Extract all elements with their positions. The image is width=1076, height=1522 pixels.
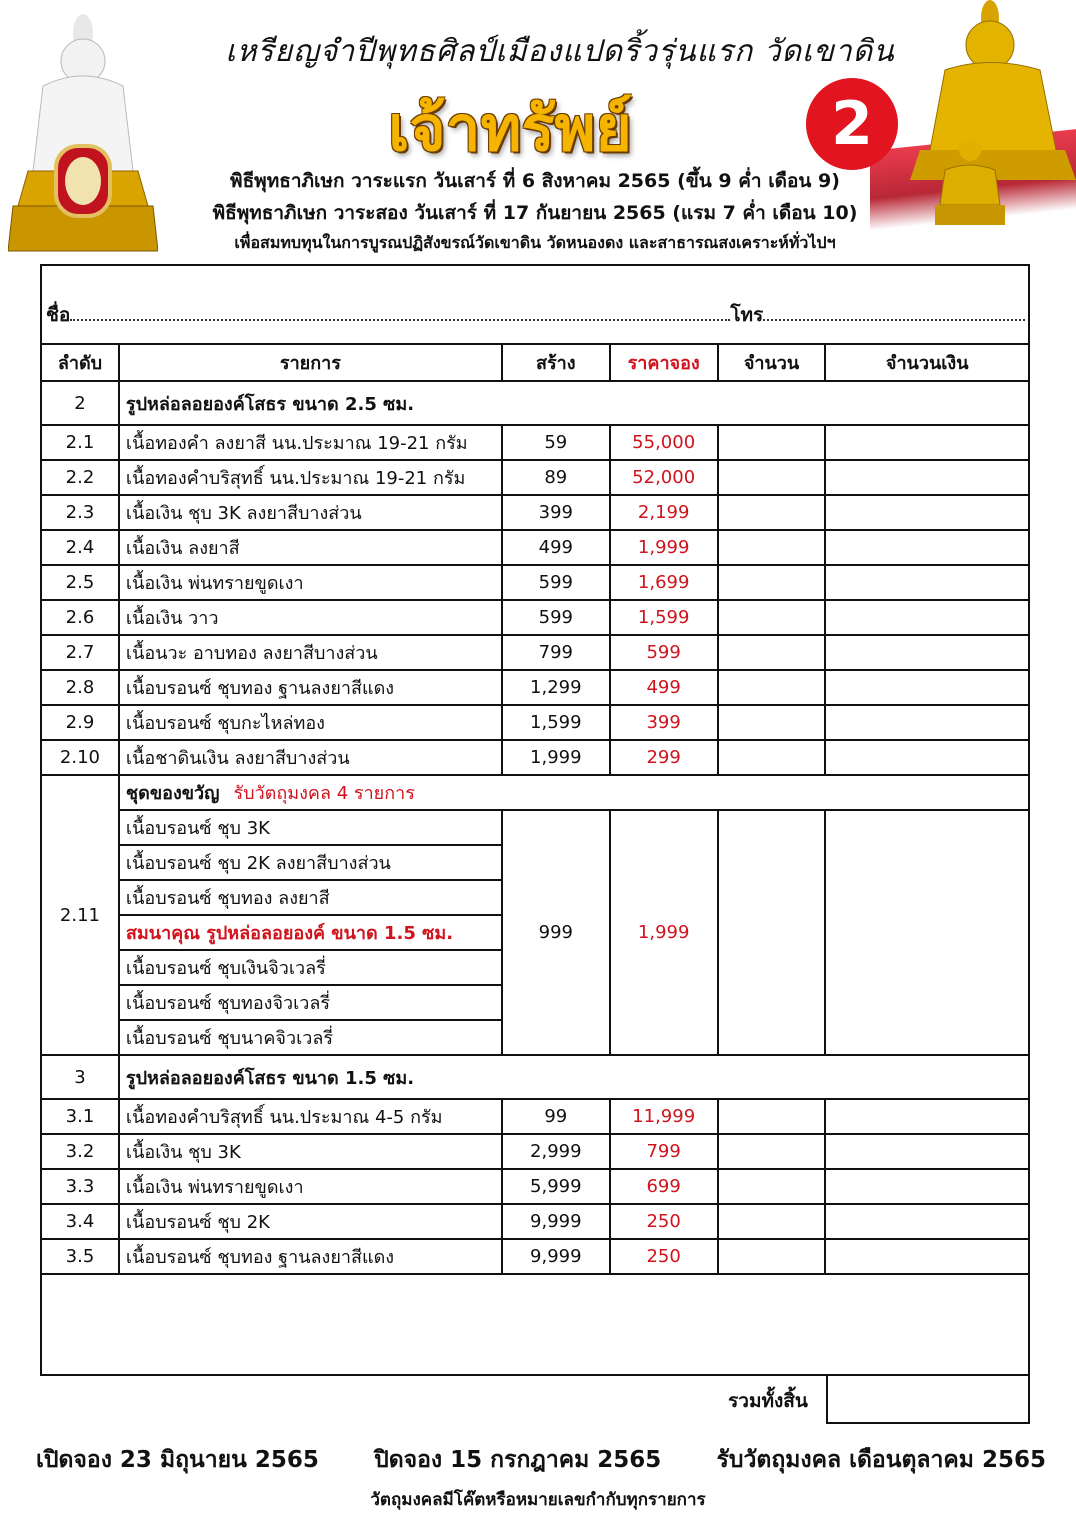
col-header-no: ลำดับ [41, 344, 119, 381]
order-table [40, 343, 1030, 1275]
row-no: 2.1 [41, 425, 119, 460]
total-amount-field[interactable] [826, 1376, 1030, 1424]
row-amount-field[interactable] [825, 1134, 1029, 1169]
row-price: 11,999 [610, 1099, 718, 1134]
row-item: เนื้อทองคำบริสุทธิ์ นน.ประมาณ 4-5 กรัม [119, 1099, 502, 1134]
table-row [41, 460, 1029, 495]
row-make: 89 [502, 460, 610, 495]
row-no: 2.8 [41, 670, 119, 705]
table-row [41, 530, 1029, 565]
row-qty-field[interactable] [718, 1134, 826, 1169]
row-item: เนื้อทองคำ ลงยาสี นน.ประมาณ 19-21 กรัม [119, 425, 502, 460]
row-price: 250 [610, 1204, 718, 1239]
row-make: 799 [502, 635, 610, 670]
row-amount-field[interactable] [825, 1099, 1029, 1134]
table-row [41, 1099, 1029, 1134]
main-title: เจ้าทรัพย์ [388, 92, 632, 165]
row-make: 399 [502, 495, 610, 530]
row-price: 2,199 [610, 495, 718, 530]
row-item: เนื้อบรอนซ์ ชุบทอง ฐานลงยาสีแดง [119, 670, 502, 705]
row-qty-field[interactable] [718, 565, 826, 600]
row-amount-field[interactable] [825, 460, 1029, 495]
set-title-note: รับวัตถุมงคล 4 รายการ [233, 783, 415, 804]
row-no: 2.9 [41, 705, 119, 740]
row-amount-field[interactable] [825, 705, 1029, 740]
row-qty-field[interactable] [718, 670, 826, 705]
name-label: ชื่อ [46, 304, 71, 326]
section-no: 2 [41, 381, 119, 425]
row-item: เนื้อนวะ อาบทอง ลงยาสีบางส่วน [119, 635, 502, 670]
set-qty-field[interactable] [718, 810, 826, 1055]
row-qty-field[interactable] [718, 530, 826, 565]
row-no: 2.2 [41, 460, 119, 495]
series-number-badge: 2 [806, 78, 898, 170]
buddha-statue-left-image [8, 6, 158, 256]
row-make: 9,999 [502, 1239, 610, 1274]
set-make: 999 [502, 810, 610, 1055]
row-no: 3.4 [41, 1204, 119, 1239]
row-item: เนื้อเงิน ชุบ 3K [119, 1134, 502, 1169]
row-qty-field[interactable] [718, 495, 826, 530]
row-amount-field[interactable] [825, 635, 1029, 670]
table-row [41, 425, 1029, 460]
row-amount-field[interactable] [825, 670, 1029, 705]
footer-note: วัตถุมงคลมีโค๊ตหรือหมายเลขกำกับทุกรายการ [370, 1490, 706, 1510]
row-item: เนื้อชาดินเงิน ลงยาสีบางส่วน [119, 740, 502, 775]
row-amount-field[interactable] [825, 530, 1029, 565]
row-amount-field[interactable] [825, 740, 1029, 775]
row-no: 2.4 [41, 530, 119, 565]
table-row [41, 1169, 1029, 1204]
row-qty-field[interactable] [718, 635, 826, 670]
table-row [41, 1239, 1029, 1274]
table-row [41, 670, 1029, 705]
row-qty-field[interactable] [718, 1169, 826, 1204]
booking-close: ปิดจอง 15 กรกฎาคม 2565 [374, 1447, 662, 1473]
row-make: 2,999 [502, 1134, 610, 1169]
row-make: 59 [502, 425, 610, 460]
section-row [41, 381, 1029, 425]
row-qty-field[interactable] [718, 1204, 826, 1239]
row-price: 599 [610, 635, 718, 670]
set-item-row [41, 810, 1029, 845]
row-make: 499 [502, 530, 610, 565]
section-no: 3 [41, 1055, 119, 1099]
ceremony-line-1: พิธีพุทธาภิเษก วาระแรก วันเสาร์ ที่ 6 สิงหาคม 2565 (ขึ้น 9 ค่ำ เดือน 9) [230, 170, 840, 192]
row-amount-field[interactable] [825, 425, 1029, 460]
col-header-qty: จำนวน [718, 344, 826, 381]
footer-dates [36, 1442, 1046, 1478]
row-no: 2.7 [41, 635, 119, 670]
row-make: 1,599 [502, 705, 610, 740]
table-row [41, 740, 1029, 775]
row-item: เนื้อบรอนซ์ ชุบกะไหล่ทอง [119, 705, 502, 740]
row-qty-field[interactable] [718, 705, 826, 740]
row-price: 399 [610, 705, 718, 740]
row-make: 599 [502, 600, 610, 635]
row-amount-field[interactable] [825, 1204, 1029, 1239]
row-item: เนื้อเงิน พ่นทรายขูดเงา [119, 1169, 502, 1204]
table-row [41, 705, 1029, 740]
row-amount-field[interactable] [825, 1239, 1029, 1274]
row-item: เนื้อบรอนซ์ ชุบ 2K [119, 1204, 502, 1239]
col-header-amount: จำนวนเงิน [825, 344, 1029, 381]
row-no: 3.2 [41, 1134, 119, 1169]
total-label: รวมทั้งสิ้น [728, 1390, 808, 1412]
row-price: 52,000 [610, 460, 718, 495]
col-header-price: ราคาจอง [610, 344, 718, 381]
row-no: 2.5 [41, 565, 119, 600]
set-amount-field[interactable] [825, 810, 1029, 1055]
set-no: 2.11 [41, 775, 119, 1055]
row-item: เนื้อทองคำบริสุทธิ์ นน.ประมาณ 19-21 กรัม [119, 460, 502, 495]
row-no: 3.5 [41, 1239, 119, 1274]
row-make: 9,999 [502, 1204, 610, 1239]
row-price: 1,599 [610, 600, 718, 635]
section-row [41, 1055, 1029, 1099]
set-item: เนื้อบรอนซ์ ชุบ 3K [119, 810, 502, 845]
row-no: 2.3 [41, 495, 119, 530]
row-price: 799 [610, 1134, 718, 1169]
row-price: 299 [610, 740, 718, 775]
row-no: 2.6 [41, 600, 119, 635]
set-item: เนื้อบรอนซ์ ชุบเงินจิวเวลรี่ [119, 950, 502, 985]
table-row [41, 1134, 1029, 1169]
row-make: 1,999 [502, 740, 610, 775]
set-item: เนื้อบรอนซ์ ชุบนาคจิวเวลรี่ [119, 1020, 502, 1055]
row-make: 599 [502, 565, 610, 600]
row-qty-field[interactable] [718, 1099, 826, 1134]
row-qty-field[interactable] [718, 425, 826, 460]
row-qty-field[interactable] [718, 460, 826, 495]
booking-open: เปิดจอง 23 มิถุนายน 2565 [36, 1447, 319, 1473]
row-item: เนื้อบรอนซ์ ชุบทอง ฐานลงยาสีแดง [119, 1239, 502, 1274]
row-item: เนื้อเงิน ลงยาสี [119, 530, 502, 565]
row-amount-field[interactable] [825, 600, 1029, 635]
set-price: 1,999 [610, 810, 718, 1055]
row-item: เนื้อเงิน วาว [119, 600, 502, 635]
row-make: 1,299 [502, 670, 610, 705]
set-item: สมนาคุณ รูปหล่อลอยองค์ ขนาด 1.5 ซม. [119, 915, 502, 950]
set-title-text: ชุดของขวัญ [125, 783, 220, 804]
row-no: 2.10 [41, 740, 119, 775]
set-item: เนื้อบรอนซ์ ชุบทอง ลงยาสี [119, 880, 502, 915]
row-qty-field[interactable] [718, 600, 826, 635]
set-header-row [41, 775, 1029, 810]
name-field[interactable] [70, 319, 730, 321]
row-amount-field[interactable] [825, 495, 1029, 530]
row-price: 1,999 [610, 530, 718, 565]
row-make: 99 [502, 1099, 610, 1134]
receive-date: รับวัตถุมงคล เดือนตุลาคม 2565 [716, 1447, 1046, 1473]
table-row [41, 565, 1029, 600]
row-no: 3.1 [41, 1099, 119, 1134]
set-item: เนื้อบรอนซ์ ชุบ 2K ลงยาสีบางส่วน [119, 845, 502, 880]
header-subtitle: เหรียญจำปีพุทธศิลป์เมืองแปดริ้วรุ่นแรก วัดเขาดิน [225, 34, 895, 69]
row-item: เนื้อเงิน พ่นทรายขูดเงา [119, 565, 502, 600]
row-price: 1,699 [610, 565, 718, 600]
row-price: 55,000 [610, 425, 718, 460]
set-item: เนื้อบรอนซ์ ชุบทองจิวเวลรี่ [119, 985, 502, 1020]
row-item: เนื้อเงิน ชุบ 3K ลงยาสีบางส่วน [119, 495, 502, 530]
phone-field[interactable] [763, 319, 1025, 321]
row-no: 3.3 [41, 1169, 119, 1204]
table-row [41, 635, 1029, 670]
table-row [41, 600, 1029, 635]
table-row [41, 495, 1029, 530]
row-price: 250 [610, 1239, 718, 1274]
ceremony-line-2: พิธีพุทธาภิเษก วาระสอง วันเสาร์ ที่ 17 กันยายน 2565 (แรม 7 ค่ำ เดือน 10) [212, 202, 858, 224]
row-make: 5,999 [502, 1169, 610, 1204]
section-title: รูปหล่อลอยองค์โสธร ขนาด 2.5 ซม. [119, 381, 1029, 425]
total-row [712, 1376, 1030, 1424]
col-header-make: สร้าง [502, 344, 610, 381]
name-phone-line [46, 300, 1025, 330]
row-price: 499 [610, 670, 718, 705]
set-title [119, 775, 1029, 810]
purpose-line: เพื่อสมทบทุนในการบูรณปฏิสังขรณ์วัดเขาดิน วัดหนองดง และสาธารณสงเคราะห์ทั่วไปฯ [234, 233, 836, 252]
table-row [41, 1204, 1029, 1239]
col-header-item: รายการ [119, 344, 502, 381]
row-qty-field[interactable] [718, 1239, 826, 1274]
row-qty-field[interactable] [718, 740, 826, 775]
table-header-row [41, 344, 1029, 381]
row-price: 699 [610, 1169, 718, 1204]
section-title: รูปหล่อลอยองค์โสธร ขนาด 1.5 ซม. [119, 1055, 1029, 1099]
phone-label: โทร [730, 304, 764, 326]
row-amount-field[interactable] [825, 1169, 1029, 1204]
row-amount-field[interactable] [825, 565, 1029, 600]
